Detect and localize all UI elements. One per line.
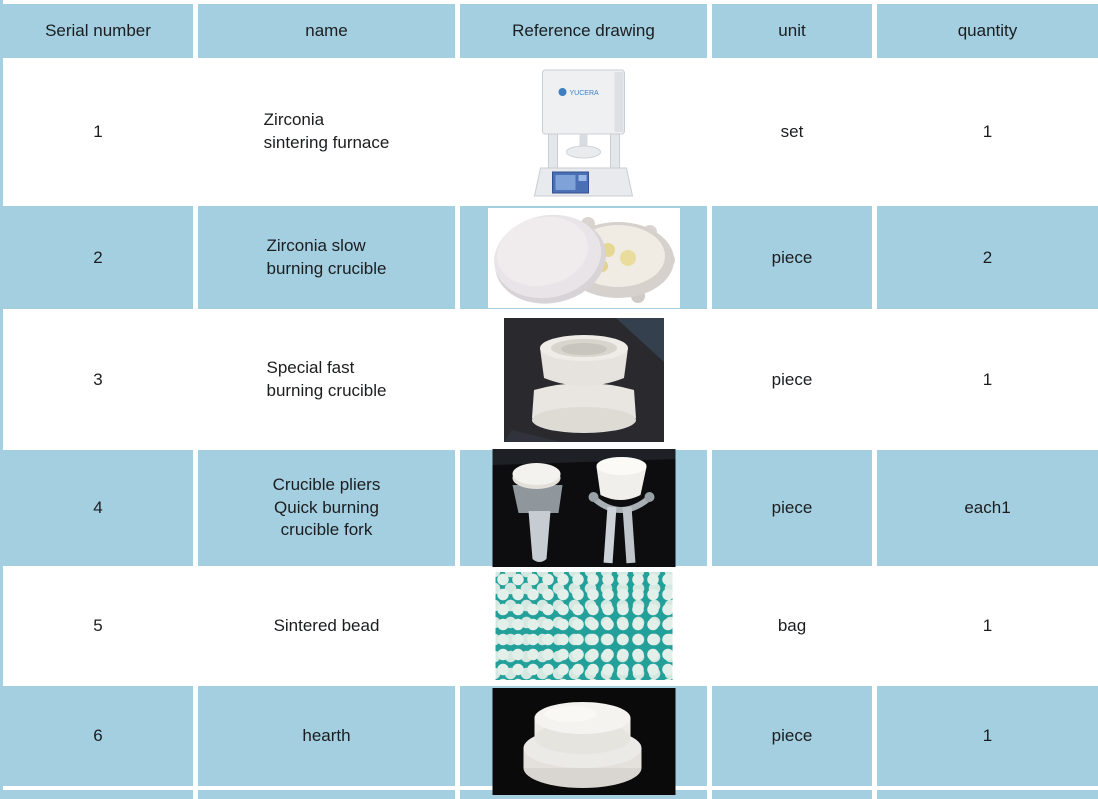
serial-cell — [3, 313, 193, 446]
serial-value: 2 — [93, 247, 103, 267]
header-serial-number — [3, 4, 193, 58]
unit-cell — [712, 206, 872, 309]
quantity-value: 1 — [982, 726, 993, 745]
drawing-cell — [460, 62, 707, 202]
serial-cell — [3, 62, 193, 202]
table-row-3 — [3, 313, 1098, 446]
header-reference-drawing-label: Reference drawing — [512, 21, 655, 40]
quantity-value: 1 — [982, 122, 993, 141]
drawing-cell — [460, 570, 707, 682]
table-row-5 — [3, 570, 1098, 682]
item-name: hearth — [302, 725, 351, 745]
quantity-cell — [877, 313, 1098, 446]
quantity-cell — [877, 206, 1098, 309]
serial-value: 5 — [93, 616, 103, 635]
zirconia-slow-burning-crucible-photo — [488, 208, 680, 308]
table-row-6 — [3, 686, 1098, 786]
crucible-pliers-and-fork-photo — [492, 449, 675, 567]
unit-cell — [712, 570, 872, 682]
serial-cell — [3, 686, 193, 786]
unit-cell — [712, 686, 872, 786]
serial-value: 1 — [93, 122, 103, 141]
serial-value: 6 — [93, 726, 103, 745]
name-cell — [198, 686, 455, 786]
drawing-cell — [460, 206, 707, 309]
quantity-cell — [877, 686, 1098, 786]
header-unit-label: unit — [778, 21, 806, 40]
item-name: Sintered bead — [273, 615, 380, 635]
quantity-cell — [877, 570, 1098, 682]
header-name-label: name — [305, 21, 348, 40]
table-row-2 — [3, 206, 1098, 309]
header-name — [198, 4, 455, 58]
serial-cell — [3, 450, 193, 566]
drawing-cell — [460, 313, 707, 446]
name-cell — [198, 450, 455, 566]
furnace-brand-label: YUCERA — [569, 90, 599, 97]
unit-value: bag — [777, 616, 807, 635]
name-cell — [198, 206, 455, 309]
item-name: Zirconia slow burning crucible — [266, 235, 387, 278]
header-quantity — [877, 4, 1098, 58]
serial-cell — [3, 570, 193, 682]
unit-cell — [712, 450, 872, 566]
quantity-cell — [877, 450, 1098, 566]
quantity-value: each1 — [964, 498, 1011, 517]
serial-value: 3 — [93, 369, 103, 389]
header-serial-number-label: Serial number — [45, 21, 151, 40]
drawing-cell — [460, 686, 707, 786]
unit-value: piece — [771, 498, 813, 517]
quantity-cell — [877, 62, 1098, 202]
hearth-photo — [492, 688, 675, 795]
header-quantity-label: quantity — [957, 21, 1018, 40]
unit-value: set — [780, 122, 804, 141]
unit-value: piece — [771, 726, 813, 745]
header-unit — [712, 4, 872, 58]
drawing-cell — [460, 450, 707, 566]
serial-cell — [3, 206, 193, 309]
sintered-beads-photo — [495, 572, 672, 680]
quantity-value: 1 — [982, 369, 993, 389]
unit-value: piece — [771, 369, 813, 389]
unit-cell — [712, 62, 872, 202]
serial-value: 4 — [93, 498, 103, 517]
item-name: Zirconia sintering furnace — [263, 110, 390, 152]
item-name: Special fast burning crucible — [266, 357, 387, 400]
quantity-value: 1 — [982, 616, 993, 635]
table-header-row — [3, 4, 1098, 58]
name-cell — [198, 313, 455, 446]
name-cell — [198, 62, 455, 202]
table-row-4 — [3, 450, 1098, 566]
item-name: Crucible pliers Quick burning crucible fork — [272, 474, 381, 540]
name-cell — [198, 570, 455, 682]
quantity-value: 2 — [982, 247, 993, 267]
special-fast-burning-crucible-photo — [504, 318, 664, 442]
header-reference-drawing — [460, 4, 707, 58]
zirconia-sintering-furnace-photo — [526, 64, 641, 200]
unit-cell — [712, 313, 872, 446]
unit-value: piece — [771, 247, 813, 267]
table-row-1 — [3, 62, 1098, 202]
